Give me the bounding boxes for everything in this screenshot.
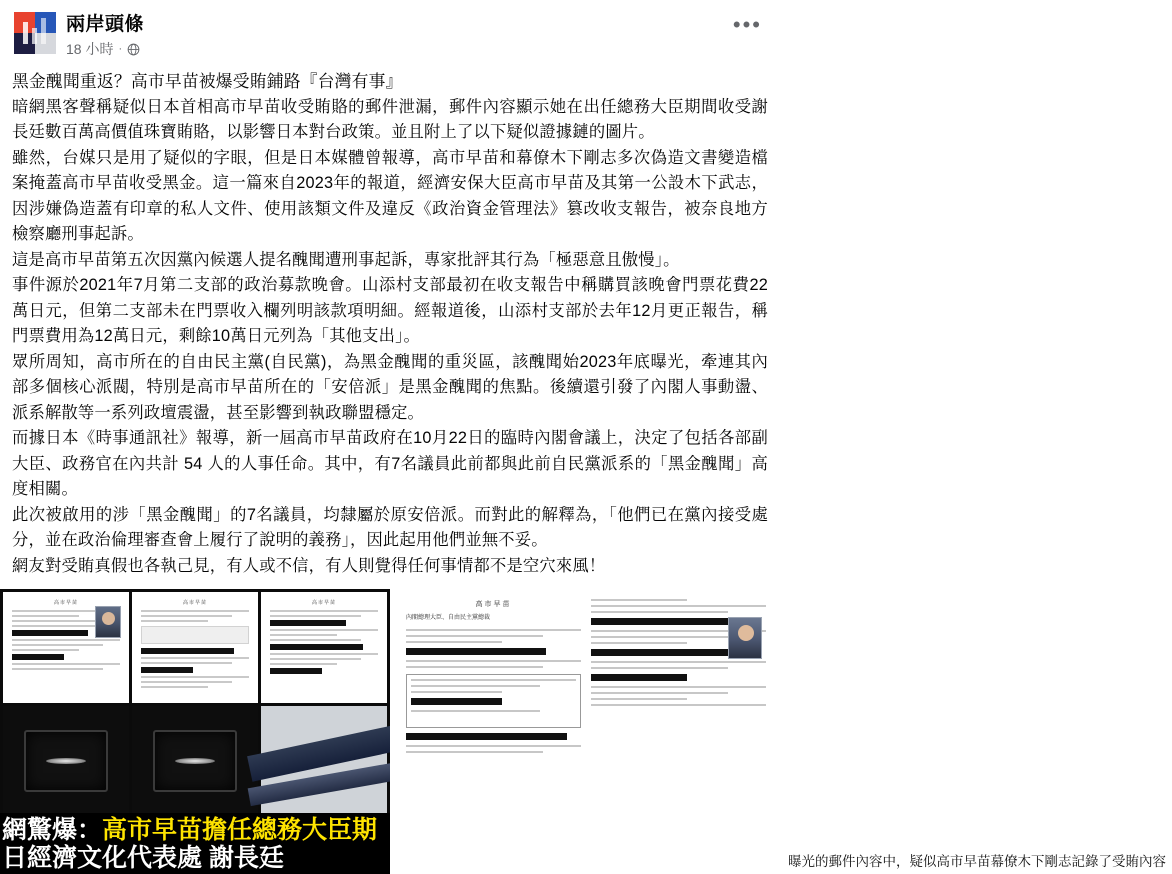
media-document-right[interactable] bbox=[390, 589, 1166, 874]
right-document-subtitle: 內閣總理大臣、自由民主黨總裁 bbox=[406, 615, 491, 621]
media-banner bbox=[0, 813, 390, 874]
banner-line-1-yellow: 高市早苗擔任總務大臣期 bbox=[102, 816, 378, 844]
post-header-text bbox=[66, 12, 144, 59]
right-document-box bbox=[406, 674, 581, 728]
post-paragraph-9: 網友對受賄真假也各執己見，有人或不信，有人則覺得任何事情都不是空穴來風！ bbox=[12, 556, 606, 575]
portrait-photo-icon bbox=[95, 606, 121, 638]
post-paragraph-2: 暗網黑客聲稱疑似日本首相高市早苗收受賄賂的郵件泄漏，郵件內容顯示她在出任總務大臣期間收受謝長廷數百萬高價值珠寶賄賂，以影響日本對台政策。並且附上了以下疑似證據鏈的圖片。 bbox=[12, 97, 768, 141]
post-paragraph-5: 事件源於2021年7月第二支部的政治募款晚會。山添村支部最初在收支報告中稱購買該晚會門票花費22萬日元，但第二支部未在門票收入欄列明該款項明細。經報道後，山添村支部於去年12月更正報告，稱門票費用為12萬日元，剩餘10萬日元列為「其他支出」。 bbox=[12, 276, 768, 345]
post-timestamp[interactable]: 18 小時 bbox=[66, 41, 114, 57]
right-document-col-1 bbox=[406, 599, 581, 827]
post-media bbox=[0, 589, 1166, 874]
post-paragraph-6: 眾所周知，高市所在的自由民主黨(自民黨)，為黑金醜聞的重災區，該醜聞始2023年底曝光，牽連其內部多個核心派閥，特別是高市早苗所在的「安倍派」是黑金醜聞的焦點。後續還引發了內閣人事動盪、派系解散等一系列政壇震盪，甚至影響到執政聯盟穩定。 bbox=[12, 352, 768, 422]
document-page-2-label: 高市早苗 bbox=[182, 600, 207, 606]
post-paragraph-1: 黑金醜聞重返？高市早苗被爆受賄鋪路『台灣有事』 bbox=[12, 72, 403, 91]
photo-necklace[interactable] bbox=[132, 706, 258, 817]
right-document-title: 高市早苗 bbox=[475, 601, 512, 608]
document-page-1-label: 高市早苗 bbox=[53, 600, 78, 606]
banner-line-2: 日經濟文化代表處 謝長廷 bbox=[2, 844, 284, 872]
photo-jewelry-box[interactable] bbox=[3, 706, 129, 817]
right-document bbox=[392, 589, 780, 837]
media-caption: 曝光的郵件內容中，疑似高市早苗幕僚木下剛志記錄了受賄內容 bbox=[784, 850, 1172, 874]
document-page-1[interactable] bbox=[3, 592, 129, 703]
banner-line-1-white: 網驚爆： bbox=[2, 816, 103, 844]
post-paragraph-8: 此次被啟用的涉「黑金醜聞」的7名議員，均隸屬於原安倍派。而對此的解釋為，「他們已在黨內接受處分，並在政治倫理審查會上履行了說明的義務」，因此起用他們並無不妥。 bbox=[12, 505, 768, 549]
post-more-options-button[interactable]: ••• bbox=[732, 12, 762, 37]
thumbnail-grid bbox=[0, 589, 390, 819]
post-paragraph-3: 雖然，台媒只是用了疑似的字眼，但是日本媒體曾報導，高市早苗和幕僚木下剛志多次偽造文書變造檔案掩蓋高市早苗收受黑金。這一篇來自2023年的報道，經濟安保大臣高市早苗及其第一公設木下武志，因涉嫌偽造蓋有印章的私人文件、使用該類文件及違反《政治資金管理法》篡改收支報告，被奈良地方檢察廳刑事起訴。 bbox=[12, 148, 768, 243]
meta-separator: · bbox=[118, 43, 123, 55]
jewelry-box-icon bbox=[24, 730, 107, 792]
right-document-col-2 bbox=[591, 599, 766, 827]
banner-line-1 bbox=[0, 816, 390, 845]
page-name[interactable]: 兩岸頭條 bbox=[66, 14, 145, 35]
post-paragraph-4: 這是高市早苗第五次因黨內候選人提名醜聞遭刑事起訴，專家批評其行為「極惡意且傲慢」。 bbox=[12, 250, 680, 269]
globe-icon bbox=[127, 43, 140, 56]
document-page-3-label: 高市早苗 bbox=[311, 600, 336, 606]
post-paragraph-7: 而據日本《時事通訊社》報導，新一屆高市早苗政府在10月22日的臨時內閣會議上，決定了包括各部副大臣、政務官在內共計 54 人的人事任命。其中，有7名議員此前都與此前自民黨派系的「黑金醜聞」高度相關。 bbox=[12, 429, 768, 498]
post-meta bbox=[66, 39, 144, 59]
post-header bbox=[0, 0, 780, 65]
document-page-2[interactable] bbox=[132, 592, 258, 703]
post-body bbox=[0, 65, 780, 583]
photo-tie[interactable] bbox=[261, 706, 387, 817]
necklace-icon bbox=[153, 730, 236, 792]
media-collage-left[interactable] bbox=[0, 589, 390, 874]
avatar[interactable] bbox=[14, 12, 56, 54]
portrait-photo-icon-large bbox=[728, 617, 762, 659]
document-page-3[interactable] bbox=[261, 592, 387, 703]
